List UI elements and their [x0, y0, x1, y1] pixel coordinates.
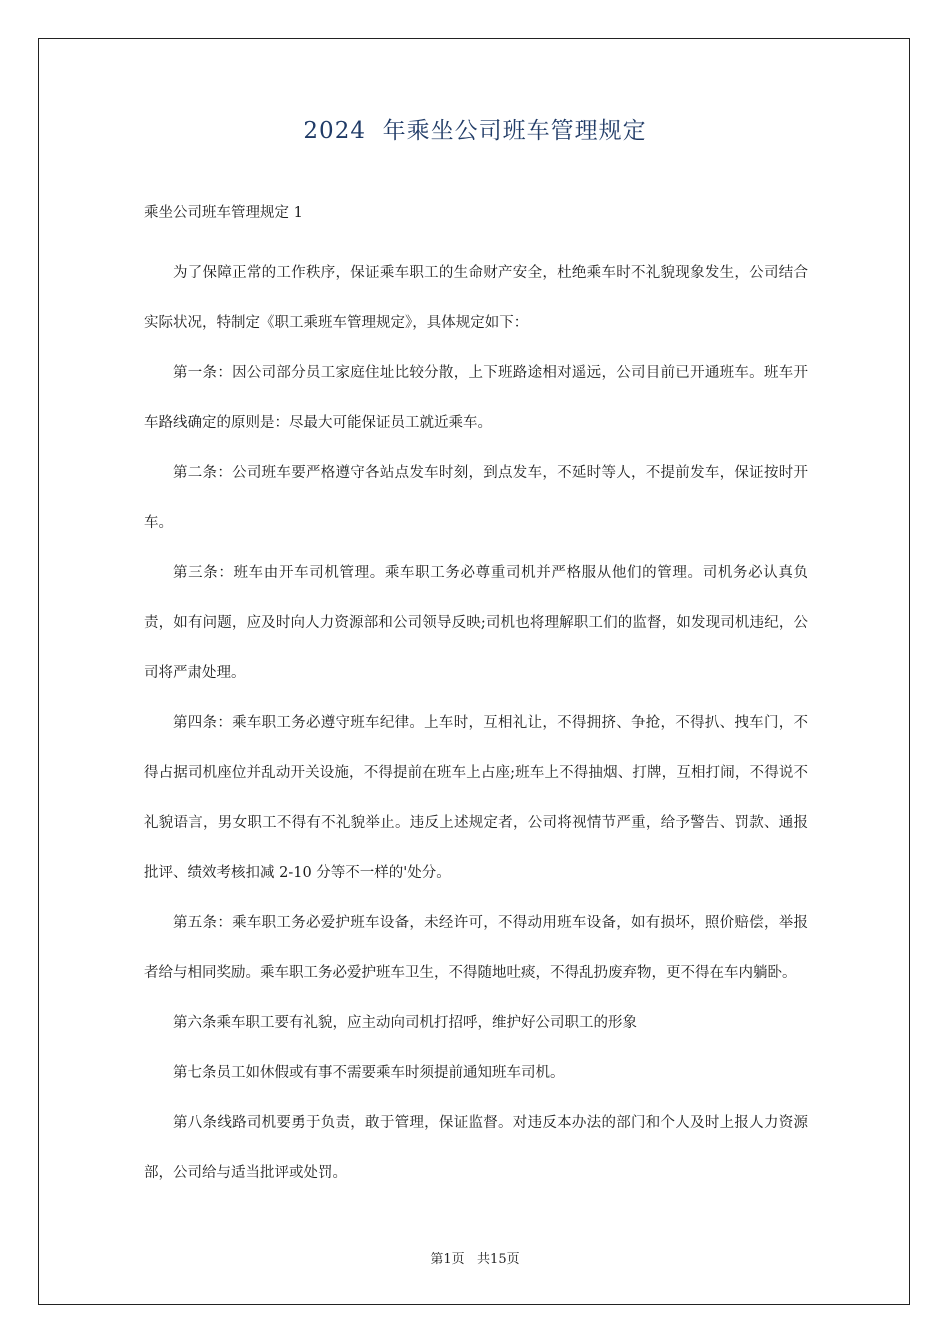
page-number-footer: 第1页 共15页	[430, 1252, 520, 1267]
paragraph-article-6: 第六条乘车职工要有礼貌，应主动向司机打招呼，维护好公司职工的形象	[173, 1015, 637, 1031]
document-body	[144, 198, 808, 1198]
document-title: 2024 年乘坐公司班车管理规定	[303, 118, 647, 144]
section-heading: 乘坐公司班车管理规定 1	[144, 205, 303, 221]
paragraph-article-2: 第二条：公司班车要严格遵守各站点发车时刻，到点发车，不延时等人，不提前发车，保证按时开车。	[144, 465, 808, 531]
paragraph-article-4: 第四条：乘车职工务必遵守班车纪律。上车时，互相礼让，不得拥挤、争抢，不得扒、拽车门，不得占据司机座位并乱动开关设施，不得提前在班车上占座;班车上不得抽烟、打牌，互相打闹，不得说不礼貌语言，男女职工不得有不礼貌举止。违反上述规定者，公司将视情节严重，给予警告、罚款、通报批评、绩效考核扣减 2-10 分等不一样的'处分。	[144, 715, 808, 881]
paragraph-intro: 为了保障正常的工作秩序，保证乘车职工的生命财产安全，杜绝乘车时不礼貌现象发生，公司结合实际状况，特制定《职工乘班车管理规定》，具体规定如下：	[144, 265, 808, 331]
paragraph-article-3: 第三条：班车由开车司机管理。乘车职工务必尊重司机并严格服从他们的管理。司机务必认真负责，如有问题，应及时向人力资源部和公司领导反映;司机也将理解职工们的监督，如发现司机违纪，公司将严肃处理。	[144, 565, 808, 681]
paragraph-article-5: 第五条：乘车职工务必爱护班车设备，未经许可，不得动用班车设备，如有损坏，照价赔偿，举报者给与相同奖励。乘车职工务必爱护班车卫生，不得随地吐痰，不得乱扔废弃物，更不得在车内躺卧。	[144, 915, 808, 981]
paragraph-article-8: 第八条线路司机要勇于负责，敢于管理，保证监督。对违反本办法的部门和个人及时上报人力资源部，公司给与适当批评或处罚。	[144, 1115, 808, 1181]
paragraph-article-1: 第一条：因公司部分员工家庭住址比较分散，上下班路途相对遥远，公司目前已开通班车。班车开车路线确定的原则是：尽最大可能保证员工就近乘车。	[144, 365, 808, 431]
paragraph-article-7: 第七条员工如休假或有事不需要乘车时须提前通知班车司机。	[173, 1065, 565, 1081]
